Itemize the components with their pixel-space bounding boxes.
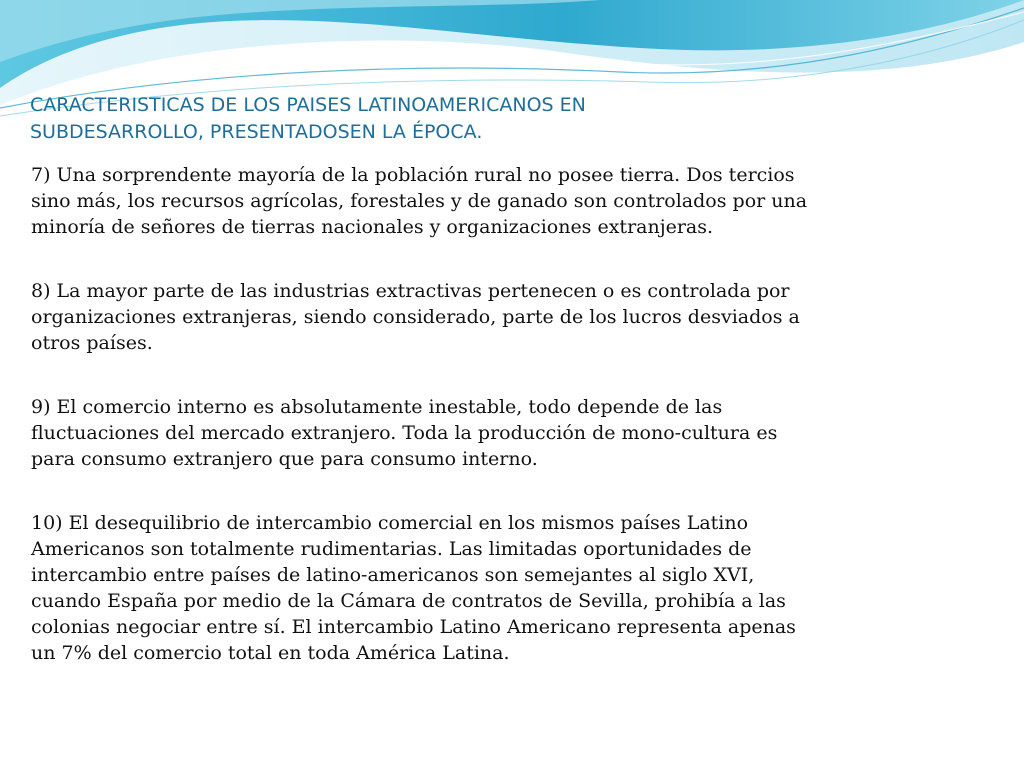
paragraph-8: 8) La mayor parte de las industrias extractivas pertenecen o es controlada por organizaciones extranjeras, siendo considerado, parte de los lucros desviados a otros países. [31,280,800,354]
paragraph-7: 7) Una sorprendente mayoría de la población rural no posee tierra. Dos tercios sino más, los recursos agrícolas, forestales y de ganado son controlados por una minoría de señores de tierras nacionales y organizaciones extranjeras. [31,164,808,238]
paragraph-9: 9) El comercio interno es absolutamente inestable, todo depende de las fluctuaciones del mercado extranjero. Toda la producción de mono-cultura es para consumo extranjero que para consumo interno. [31,396,778,470]
paragraph-10: 10) El desequilibrio de intercambio comercial en los mismos países Latino Americanos son totalmente rudimentarias. Las limitadas oportunidades de intercambio entre países de latino-americanos son semejantes al siglo XVI, cuando España por medio de la Cámara de contratos de Sevilla, prohibía a las colonias negociar entre sí. El intercambio Latino Americano representa apenas un 7% del comercio total en toda América Latina. [31,512,796,664]
slide-body [31,162,811,704]
slide-title: CARACTERISTICAS DE LOS PAISES LATINOAMERICANOS EN SUBDESARROLLO, PRESENTADOSEN LA ÉPOCA. [30,94,586,143]
